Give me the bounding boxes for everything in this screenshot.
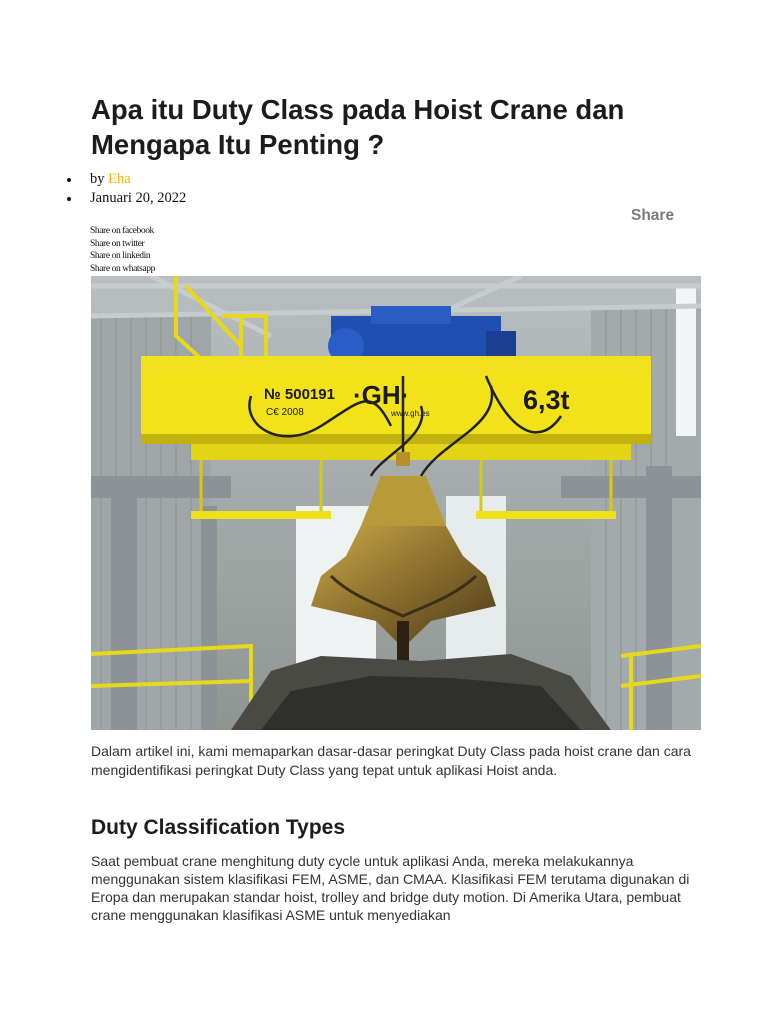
capacity-label: 6,3t: [523, 385, 570, 415]
brand-url: www.gh.es: [391, 409, 430, 418]
plate-number: № 500191: [264, 386, 335, 403]
by-label: by: [90, 171, 105, 187]
share-links: [90, 225, 155, 275]
share-whatsapp-link[interactable]: Share on whatsapp: [90, 263, 155, 274]
share-facebook-link[interactable]: Share on facebook: [90, 226, 154, 236]
meta-author: [67, 170, 186, 189]
intro-paragraph: Dalam artikel ini, kami memaparkan dasar-dasar peringkat Duty Class pada hoist crane dan cara mengidentifikasi peringkat Duty Class yang tepat untuk aplikasi Hoist anda.: [91, 743, 691, 778]
section-heading: Duty Classification Types: [91, 816, 346, 839]
brand-logo: ·GH·: [353, 380, 410, 410]
meta-date: Januari 20, 2022: [67, 189, 186, 208]
author-link[interactable]: Eha: [108, 171, 131, 187]
ce-mark: C€ 2008: [266, 407, 304, 418]
share-heading: Share: [631, 207, 675, 224]
share-twitter-link[interactable]: Share on twitter: [90, 238, 145, 249]
article-meta: [67, 170, 186, 208]
crane-photo: [91, 276, 701, 730]
hero-image: [91, 276, 701, 730]
page-title: Apa itu Duty Class pada Hoist Crane dan Mengapa Itu Penting ?: [91, 94, 625, 160]
section-paragraph: Saat pembuat crane menghitung duty cycle untuk aplikasi Anda, mereka melakukannya menggunakan sistem klasifikasi FEM, ASME, dan CMAA. Klasifikasi FEM terutama digunakan di Eropa dan merupakan standar hoist, trolley and bridge duty motion. Di Amerika Utara, pembuat crane menggunakan klasifikasi ASME untuk menyediakan: [91, 853, 690, 923]
share-linkedin-link[interactable]: Share on linkedin: [90, 251, 151, 261]
